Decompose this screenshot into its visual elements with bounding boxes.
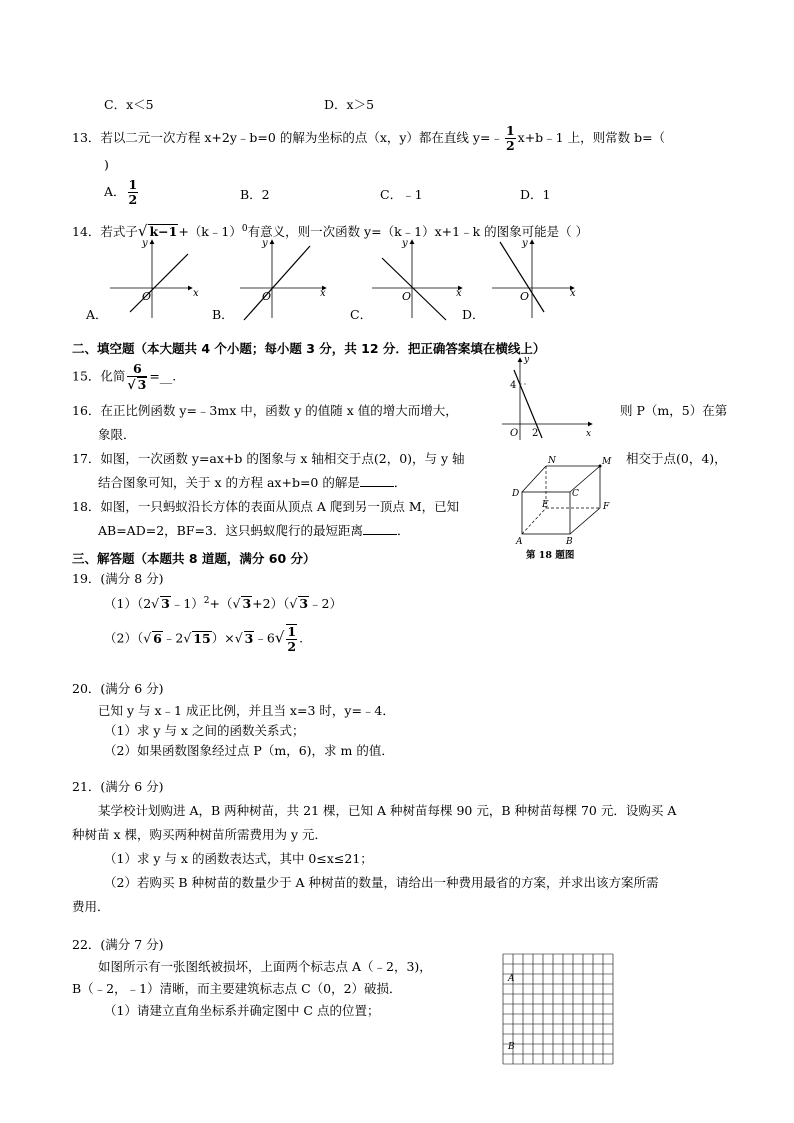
section-2-title: 二、填空题（本大题共 4 个小题；每小题 3 分，共 12 分．把正确答案填在横线上） [72, 341, 546, 356]
svg-text:4: 4 [510, 380, 517, 391]
svg-text:y: y [142, 238, 148, 249]
q13-option-a: A． $\frac{1}{2}$ [104, 177, 138, 207]
q13-option-c: C．﹣1 [380, 187, 423, 202]
q17-answer-blank [360, 474, 394, 487]
svg-text:x: x [586, 429, 592, 439]
svg-text:A: A [508, 974, 515, 984]
q17-line1: 17．如图，一次函数 y=ax+b 的图象与 x 轴相交于点(2，0)，与 y 轴 [72, 451, 465, 466]
q12-option-d: D．x＞5 [324, 97, 375, 112]
svg-text:O: O [510, 428, 519, 439]
svg-text:y: y [402, 238, 408, 249]
q18-figure [508, 452, 618, 562]
svg-text:第 18 题图: 第 18 题图 [526, 550, 575, 561]
q20-line2: （1）求 y 与 x 之间的函数关系式； [104, 723, 305, 738]
svg-text:x: x [320, 288, 326, 299]
svg-text:y: y [524, 355, 530, 365]
q21-head: 21．(满分 6 分) [72, 779, 164, 794]
svg-text:D: D [512, 489, 520, 499]
q13-option-b: B．2 [240, 187, 270, 202]
section-3-title: 三、解答题（本题共 8 道题，满分 60 分） [72, 551, 316, 566]
q14-graph-b [240, 238, 326, 320]
q18-line2: AB=AD=2，BF=3．这只蚂蚁爬行的最短距离 ． [98, 523, 410, 538]
svg-text:2: 2 [532, 428, 539, 439]
q14-graph-c [372, 238, 462, 320]
svg-text:F: F [603, 502, 610, 512]
q22-line1: 如图所示有一张图纸被损坏，上面两个标志点 A（﹣2，3)， [98, 959, 432, 974]
q21-line1: 某学校计划购进 A，B 两种树苗，共 21 棵，已知 A 种树苗每棵 90 元，B 种树苗每棵 70 元．设购买 A [98, 803, 677, 818]
svg-text:O: O [142, 290, 152, 303]
q20-line1: 已知 y 与 x﹣1 成正比例，并且当 x=3 时，y=﹣4． [98, 703, 395, 718]
q18-answer-blank [363, 522, 397, 535]
svg-text:x: x [570, 288, 576, 299]
q16-line1: 16．在正比例函数 y=﹣3mx 中，函数 y 的值随 x 值的增大而增大， [72, 403, 458, 418]
q13-stem: 13．若以二元一次方程 x+2y﹣b=0 的解为坐标的点（x，y）都在直线 y=﹣ $\frac{1}{2}$ x+b﹣1 上，则常数 b=（ [72, 123, 666, 153]
svg-text:N: N [548, 456, 556, 466]
q12-option-c: C．x＜5 [104, 97, 154, 112]
q14-graph-a [110, 238, 199, 318]
q14-graph-d [492, 238, 576, 318]
q19-part2: （2）（√ 6﹣2√ 15）×√ 3﹣6√ $\frac{1}{2}$ . [104, 624, 304, 654]
q17-figure [498, 354, 598, 444]
q13-fraction: $\frac{1}{2}$ [505, 123, 515, 153]
svg-text:O: O [262, 290, 272, 303]
q22-line2: B（﹣2，﹣1）清晰，而主要建筑标志点 C（0，2）破损． [72, 981, 402, 996]
q17-line2: 结合图象可知，关于 x 的方程 ax+b=0 的解是 ． [98, 475, 407, 490]
q17-line1-right: 相交于点(0，4)， [626, 451, 727, 466]
q18-line1: 18．如图，一只蚂蚁沿长方体的表面从顶点 A 爬到另一顶点 M，已知 [72, 499, 460, 514]
svg-text:E: E [542, 500, 549, 510]
q15: 15．化简 $\frac{6}{√ 3}$ =__. [72, 361, 177, 392]
q21-line3: （1）求 y 与 x 的函数表达式，其中 0≤x≤21； [104, 851, 373, 866]
q20-line3: （2）如果函数图象经过点 P（m，6)，求 m 的值． [104, 743, 394, 758]
q14-label-d: D． [462, 307, 485, 322]
q14-label-c: C． [350, 307, 373, 322]
svg-text:M: M [602, 457, 612, 467]
svg-text:C: C [572, 489, 579, 499]
q22-grid-figure [502, 953, 614, 1071]
svg-text:A: A [516, 537, 523, 547]
svg-text:B: B [566, 537, 573, 547]
q19-part1: （1）（2√ 3﹣1）$^2$+（√ 3+2）（√ 3﹣2） [104, 596, 342, 612]
q20-head: 20．(满分 6 分) [72, 681, 164, 696]
svg-text:B: B [508, 1042, 515, 1052]
q21-line5: 费用． [72, 899, 110, 914]
q21-line4: （2）若购买 B 种树苗的数量少于 A 种树苗的数量，请给出一种费用最省的方案，并求出该方案所需 [104, 875, 659, 890]
q13-option-d: D．1 [520, 187, 551, 202]
q16-line2: 象限． [98, 427, 136, 442]
q16-line1-right: 则 P（m，5）在第 [620, 403, 728, 418]
q14-label-b: B． [212, 307, 234, 322]
svg-text:x: x [193, 288, 199, 299]
q13-paren: ) [104, 157, 109, 172]
q14-label-a: A． [86, 307, 108, 322]
q19-head: 19．(满分 8 分) [72, 571, 164, 586]
q22-head: 22．(满分 7 分) [72, 937, 164, 952]
q14-stem: 14．若式子√ k−1+（k﹣1）$^0$有意义，则一次函数 y=（k﹣1）x+1﹣k 的图象可能是（ ） [72, 222, 589, 241]
q21-line2: 种树苗 x 棵，购买两种树苗所需费用为 y 元． [72, 827, 328, 842]
q22-line3: （1）请建立直角坐标系并确定图中 C 点的位置； [104, 1003, 380, 1018]
svg-text:O: O [520, 290, 530, 303]
svg-text:y: y [262, 238, 268, 249]
svg-text:O: O [402, 290, 412, 303]
svg-text:x: x [456, 288, 462, 299]
svg-text:y: y [522, 238, 528, 249]
